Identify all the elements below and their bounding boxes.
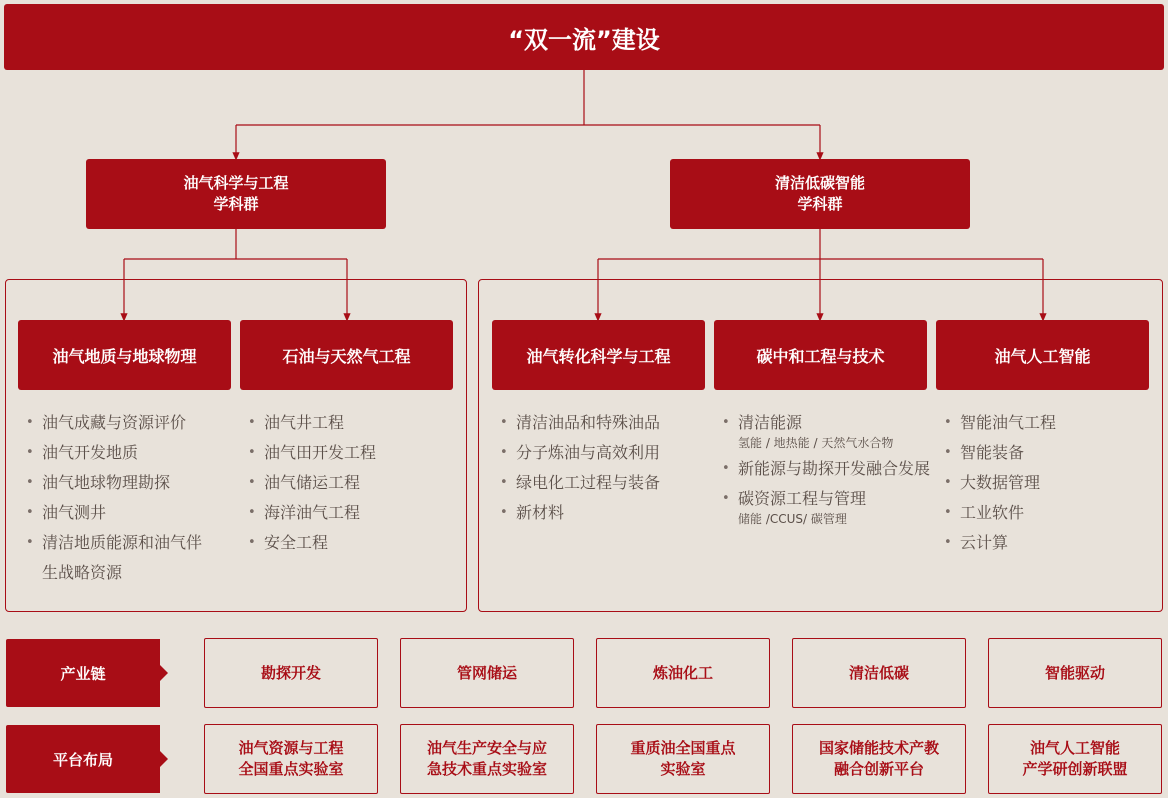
- group-box-oil-gas-science: [86, 159, 386, 229]
- cell-line: 勘探开发: [260, 663, 321, 682]
- item-text: 工业软件: [960, 503, 1025, 522]
- list-item: [26, 498, 206, 528]
- item-text: 智能装备: [960, 443, 1025, 462]
- item-text: 清洁能源: [738, 413, 803, 432]
- list-item: [248, 438, 448, 468]
- platform-cell: [400, 724, 574, 794]
- item-text: 碳资源工程与管理: [738, 489, 867, 508]
- discipline-title: 碳中和工程与技术: [756, 346, 885, 366]
- list-item: [944, 408, 1144, 438]
- list-item: [500, 438, 705, 468]
- industry-cell: [988, 638, 1162, 708]
- industry-cell: [596, 638, 770, 708]
- item-text: 新材料: [516, 503, 565, 522]
- list-item: [722, 484, 938, 528]
- list-item: [944, 498, 1144, 528]
- cell-line: 管网储运: [456, 663, 517, 682]
- item-list-geology: [26, 408, 206, 588]
- row-label-industry-chain: [6, 639, 160, 707]
- discipline-petroleum-engineering: [240, 320, 453, 390]
- industry-cell: [792, 638, 966, 708]
- platform-cell: [988, 724, 1162, 794]
- industry-cell: [204, 638, 378, 708]
- cell-line: 国家储能技术产教: [818, 739, 939, 757]
- item-text: 分子炼油与高效利用: [516, 443, 661, 462]
- list-item: [500, 408, 705, 438]
- discipline-title: 油气人工智能: [994, 346, 1091, 366]
- list-item: [944, 528, 1144, 558]
- cell-line: 油气人工智能: [1029, 739, 1120, 757]
- discipline-title: 油气转化科学与工程: [526, 346, 671, 366]
- group-title-line: 油气科学与工程: [183, 174, 289, 192]
- cell-line: 油气生产安全与应: [426, 739, 547, 757]
- platform-cell: [596, 724, 770, 794]
- item-list-ai: [944, 408, 1144, 558]
- row-label-text: 产业链: [60, 664, 106, 683]
- item-list-conversion: [500, 408, 705, 528]
- list-item: [500, 468, 705, 498]
- title-banner: [4, 4, 1164, 70]
- item-text: 智能油气工程: [960, 413, 1057, 432]
- item-text: 油气田开发工程: [264, 443, 377, 462]
- item-text: 油气成藏与资源评价: [42, 413, 187, 432]
- list-item: [248, 498, 448, 528]
- item-note: 储能 /CCUS/ 碳管理: [738, 512, 847, 526]
- item-text: 安全工程: [264, 533, 329, 552]
- item-note: 氢能 / 地热能 / 天然气水合物: [738, 436, 894, 450]
- discipline-title: 油气地质与地球物理: [52, 346, 197, 366]
- list-item: [248, 528, 448, 558]
- discipline-geology-geophysics: [18, 320, 231, 390]
- item-list-petroleum: [248, 408, 448, 558]
- item-text: 云计算: [960, 533, 1009, 552]
- item-text: 油气开发地质: [42, 443, 139, 462]
- list-item: [500, 498, 705, 528]
- platform-cell: [204, 724, 378, 794]
- list-item: [722, 408, 938, 452]
- discipline-title: 石油与天然气工程: [282, 346, 411, 366]
- item-text: 清洁地质能源和油气伴生战略资源: [42, 533, 203, 582]
- row-label-text: 平台布局: [52, 750, 113, 769]
- item-text: 油气地球物理勘探: [42, 473, 171, 492]
- discipline-conversion-science: [492, 320, 705, 390]
- item-text: 油气井工程: [264, 413, 345, 432]
- platform-cell: [792, 724, 966, 794]
- item-text: 海洋油气工程: [264, 503, 361, 522]
- list-item: [26, 468, 206, 498]
- item-text: 绿电化工过程与装备: [516, 473, 661, 492]
- cell-line: 实验室: [660, 760, 706, 778]
- cell-line: 融合创新平台: [833, 760, 924, 778]
- group-title-line: 清洁低碳智能: [774, 174, 865, 192]
- item-text: 清洁油品和特殊油品: [516, 413, 661, 432]
- list-item: [722, 454, 938, 484]
- item-text: 油气测井: [42, 503, 107, 522]
- page-title: “双一流”建设: [508, 25, 660, 54]
- list-item: [26, 438, 206, 468]
- discipline-oil-gas-ai: [936, 320, 1149, 390]
- cell-line: 智能驱动: [1044, 663, 1105, 682]
- list-item: [26, 408, 206, 438]
- item-text: 新能源与勘探开发融合发展: [738, 459, 931, 478]
- list-item: [944, 438, 1144, 468]
- cell-line: 急技术重点实验室: [426, 760, 547, 778]
- cell-line: 炼油化工: [652, 663, 713, 682]
- discipline-carbon-neutrality: [714, 320, 927, 390]
- item-list-carbon: [722, 408, 938, 530]
- group-title-line: 学科群: [213, 195, 259, 213]
- cell-line: 全国重点实验室: [238, 760, 344, 778]
- industry-cell: [400, 638, 574, 708]
- cell-line: 重质油全国重点: [630, 739, 736, 757]
- cell-line: 产学研创新联盟: [1022, 760, 1128, 778]
- list-item: [26, 528, 206, 588]
- cell-line: 油气资源与工程: [238, 739, 344, 757]
- group-title-line: 学科群: [797, 195, 843, 213]
- item-text: 大数据管理: [960, 473, 1041, 492]
- item-text: 油气储运工程: [264, 473, 361, 492]
- list-item: [248, 408, 448, 438]
- list-item: [944, 468, 1144, 498]
- row-label-platform-layout: [6, 725, 160, 793]
- list-item: [248, 468, 448, 498]
- cell-line: 清洁低碳: [848, 663, 909, 682]
- group-box-clean-low-carbon: [670, 159, 970, 229]
